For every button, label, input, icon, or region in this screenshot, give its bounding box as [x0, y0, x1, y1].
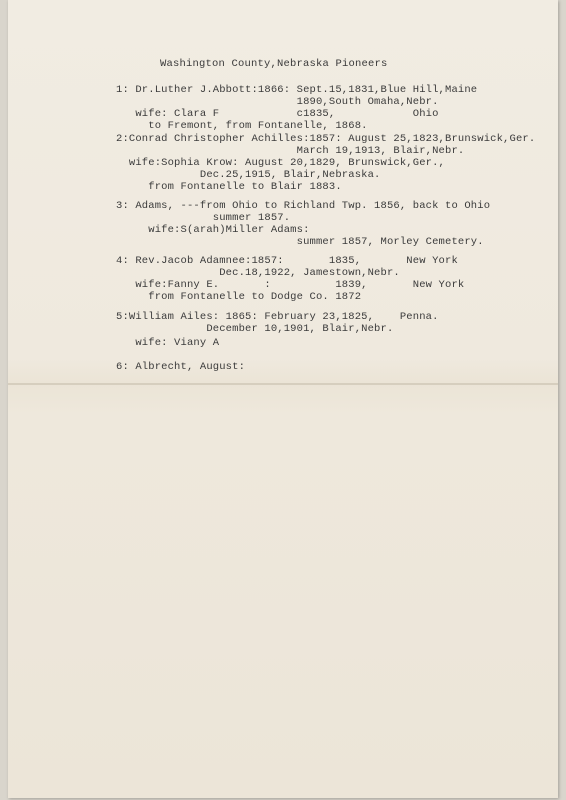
entry-line: Dec.18,1922, Jamestown,Nebr. — [116, 267, 400, 279]
entry-line: wife:Sophia Krow: August 20,1829, Brunswick,Ger., — [116, 157, 446, 169]
entry-line: 5:William Ailes: 1865: February 23,1825, Penna. — [116, 311, 439, 323]
entry-line: 4: Rev.Jacob Adamnee:1857: 1835, New York — [116, 255, 458, 267]
entry-line: from Fontanelle to Blair 1883. — [116, 181, 342, 193]
entry-line: Dec.25,1915, Blair,Nebraska. — [116, 169, 381, 181]
document-title: Washington County,Nebraska Pioneers — [160, 58, 388, 70]
entry-line: March 19,1913, Blair,Nebr. — [116, 145, 465, 157]
entry-line: December 10,1901, Blair,Nebr. — [116, 323, 394, 335]
entry-line: wife: Clara F c1835, Ohio — [116, 108, 439, 120]
bleed-through-handwriting — [468, 440, 538, 730]
entry-line: 2:Conrad Christopher Achilles:1857: August 25,1823,Brunswick,Ger. — [116, 133, 536, 145]
entry-line: 1: Dr.Luther J.Abbott:1866: Sept.15,1831,Blue Hill,Maine — [116, 84, 478, 96]
entry-line: to Fremont, from Fontanelle, 1868. — [116, 120, 368, 132]
paper-fold — [8, 383, 558, 385]
entry-line: 6: Albrecht, August: — [116, 361, 246, 373]
entry-line: wife:S(arah)Miller Adams: — [116, 224, 310, 236]
entry-line: wife:Fanny E. : 1839, New York — [116, 279, 465, 291]
entry-line: 1890,South Omaha,Nebr. — [116, 96, 439, 108]
entry-line: summer 1857, Morley Cemetery. — [116, 236, 484, 248]
entry-line: summer 1857. — [116, 212, 291, 224]
entry-line: from Fontanelle to Dodge Co. 1872 — [116, 291, 362, 303]
entry-line: 3: Adams, ---from Ohio to Richland Twp. 1856, back to Ohio — [116, 200, 491, 212]
entry-line: wife: Viany A — [116, 337, 220, 349]
